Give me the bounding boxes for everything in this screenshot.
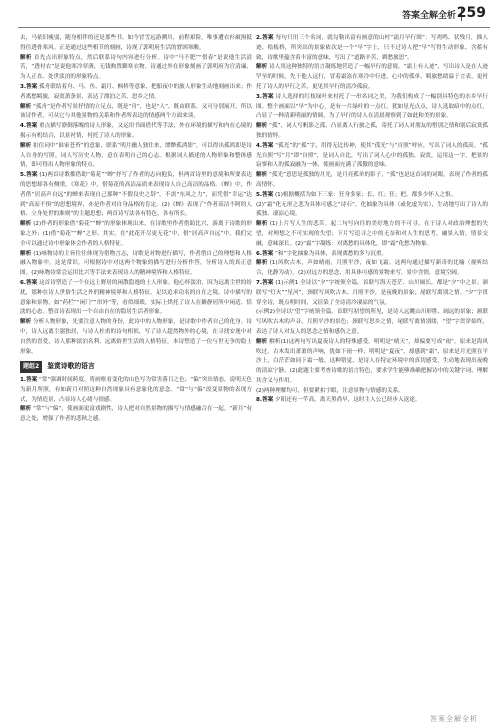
answer-paragraph <box>256 338 488 387</box>
answer-text: (1)根据概括为如下三家：狂身多家；长、红；狂；把、都多少怀人之恨。 <box>275 191 457 198</box>
answer-paragraph <box>20 405 252 425</box>
answer-text: “常”与“偏”，使画面更富戏剧性，诗人把对自然景物的描写与情感融合在一起。“新月”有意之处，增强了作者的悲秋之感。 <box>20 406 252 423</box>
answer-label: 解析 <box>20 406 32 413</box>
answer-label: 4.答案 <box>20 123 38 130</box>
answer-paragraph <box>256 308 488 337</box>
answer-text: (示例2)全诗以“望”字统领全篇。首联写初望的所见，是诗人远眺山川形胜、阔远的景象；颔联写风吹古木的声音、月照平沙的景色；颈联写思乡之情，尾联写离情别绪，“望”字贯穿始终，表达了诗人对友人的思念之情和感伤之意。 <box>256 309 488 335</box>
answer-text: 诗人选择的红枝绿叶来衬托了一串名词之美，为我们构成了一幅别具特色的水乡早行图。整个画面以“早”为中心，是有一片绿叶的一点红，犹如星光点点，诗人选取暗中的点红，凸显了一种清新明丽的情调，为了早行的诗人在清晨观察到了如此和美的景象。 <box>256 93 488 120</box>
left-column <box>20 34 252 722</box>
answer-label: 6.答案 <box>20 279 38 286</box>
answer-text: “孤”，词人写帆影之孤，凸显离人行旅之孤，寄托了词人对朋友的惜别之情和别后寂寞孤独的情怀。 <box>256 123 488 139</box>
answer-paragraph <box>20 142 252 171</box>
answer-text: “孤光”的“孤”字，用得无比传神，使其“孤光”与“自照”呼应，写出了词人的孤高。“孤光自照”写“月”即“自照”，是词人自比，写出了词人心中的孤独、寂寞。运用这一字，把景的寂寥和人的孤寂融为一体，使画面充满了孤傲的意味。 <box>256 142 488 169</box>
header-label: 答案全解全析 <box>401 11 456 21</box>
answer-paragraph <box>20 171 252 220</box>
answer-text: (1)示例1 全诗以“夕”字统领全篇。首联写海天苍茫、山川阔长，都是“夕”中之景；颔联写“灯火”“星河”，颈联写风吹古木、月照平沙，是夜晚的景象；尾联写离别之情。“夕”字贯穿全诗，既点明时间，又渲染了全诗清冷凄凉的气氛。 <box>256 279 488 306</box>
answer-text: 首先点出形象特点，然后联系诗句内容进行分析。诗中“马不肥”“借春”是说他生活清苦，“透衬衣”是说他寒冷穿薄，无钱购置御寒衣物。诗通过外在形象刻画了郭明府为官清廉、为人正直、处世淡泊的形象特点。 <box>20 54 252 81</box>
answer-label: 3.答案 <box>256 93 274 100</box>
answer-text: (2)两种理解均可，但要紧扣字眼，注意景物与情感的关系。 <box>256 387 404 394</box>
answer-paragraph <box>20 54 252 83</box>
section-tag: 题组2 <box>20 361 42 373</box>
answer-label: 8.答案 <box>256 397 274 404</box>
answer-paragraph <box>20 318 252 357</box>
answer-label: 5.答案 <box>20 172 38 179</box>
answer-paragraph <box>256 142 488 171</box>
answer-label: 解析 <box>20 142 32 149</box>
answer-paragraph <box>256 250 488 260</box>
answer-label: 解析 <box>256 123 268 130</box>
answer-paragraph <box>256 191 488 201</box>
answer-paragraph <box>20 103 252 123</box>
answer-label: 解析 <box>256 260 268 267</box>
answer-text: 解析(1)这两句写出夏夜诗人的特殊感受。明明是“晴天”，却偏要写成“雨”，原来是海风吹过，古木发出萧萧的声响，犹如下雨一样；明明是“夏夜”，却感到“霜”，原来是月光照在平沙上，白茫茫如同下霜一般。这种错觉，是诗人在特定环境中的真切感受，生动地表现出夜晚的清凉宁静。(2)此题主要考查诗歌的语言特色，要求学生能够准确把握诗中的关键字词，理解其含义与作用。 <box>256 338 488 384</box>
answer-label: 解析 <box>256 338 268 345</box>
answer-paragraph <box>256 93 488 122</box>
answer-text: “孤光”意思是孤独的月光，是月亮孤单的影子，“孤”也是这首词的词眼，表现了作者的孤高情怀。 <box>256 172 488 188</box>
answer-label: 解析 <box>256 221 268 228</box>
answer-paragraph <box>256 122 488 142</box>
answer-paragraph <box>256 34 488 63</box>
answer-text: 每句只用三个名词，就勾勒出富有画意的山村“霜月早行图”：写鸡鸣、状残月，描人迹、绘板桥，所突出的景象依次是一个“早”字上，只不过诗人把“早”写得生动形象、含蓄有致，诗歌里蕴含着丰富的意味，写出了“道路辛苦，羁愁旅思”。 <box>256 35 488 61</box>
answer-paragraph <box>256 396 488 406</box>
answer-paragraph <box>20 34 252 54</box>
answer-text: (1)上片写人生的悲苦。起二句写向往的美好地方的不可寻，在于诗人对政治理想的失望，对理想之不可实现的失望；下片写追寻之中的无奈和对人生的思考，融景入情，情景交融，意味深长。(2)“霜”字凝练：对离愁的具体化，即“霜”化愁为物象。 <box>256 221 488 247</box>
answer-text: 扣住词中“谁家苍苔”的意象，联系“明月幽人独往来，缥缈孤鸿影”，可以得出孤鸿即是诗人自身的写照。词人写历史人物，意在表明自己的心志。根据词人描述的人物形象和整体感情，即可得出人物形象的特点。 <box>20 142 252 169</box>
right-column <box>256 34 488 722</box>
answer-label: 解析 <box>20 221 32 228</box>
answer-paragraph <box>256 220 488 249</box>
answer-text: 诗人用这种独特的语言凝练地营造了一幅早行的意境，“霜上有人迹”，写出诗人是在人迹罕至的时候，先于他人远行，冒着霜冻在寒冷中行进，心中的孤单、羁旅愁绪溢于言表，更衬托了诗人的早行之苦，更见其早行的清冷孤寂。 <box>256 64 488 90</box>
answer-text: (1)风吹古木，声如晴雨，月照平沙，夜如飞霜。这两句通过描写新奇的比喻（视听结合，化静为动）。(2)对远方的思念，用具体可感的景物来写，景中含情，意境空阔。 <box>256 260 488 277</box>
answer-paragraph <box>256 171 488 191</box>
answer-paragraph <box>256 387 488 397</box>
answer-text: “和”字化抽象为具体，表现离愁的多与沉重。 <box>275 250 388 257</box>
answer-paragraph <box>256 279 488 308</box>
answer-text: 孤舟联结着舟、马、鱼、霜月、枫桥等意象，把船夜中的旅人形象生动地刻画出来；作者离愁羁旅，寂寞萧条景，表达了漂泊之苦、思乡之情。 <box>20 83 252 100</box>
answer-text: (1)咏物诗的主旨往往体现为借物言志，诗歌是对物进行描写，作者借自己的理想和人格融入物象中，这是常识。可根据诗中对这两个物象的描写进行分析作答，分析诗人的真正意图。(2)咏物诗常会运用比兴等手法来表现诗人的精神境界和人格特征。 <box>20 250 252 277</box>
header-rule <box>18 27 490 28</box>
answer-label: 解析 <box>256 64 268 71</box>
answer-text: 这首诗塑造了一个在远上野居的闲散隐逸的士人形象。他心怀淡泊，因为远离尘世的纷扰，那种在诗人世俗生活之外的精神境界和人格特征，足以追求功名的自在之境。诗中描写的意象和景物，如“药栏”“闲门”“帘外”等，看似细琐，实际上烘托了诗人在僻静居所中闲适、恬淡的心态。整首诗表现出一个自由自在的隐居生活者形象。 <box>20 279 252 316</box>
watermark-stamp: 答案全解全析 <box>430 715 478 723</box>
answer-paragraph <box>20 83 252 103</box>
section-title: 鉴赏诗歌的语言 <box>47 362 95 371</box>
answer-paragraph <box>256 63 488 92</box>
answer-label: 6.答案 <box>256 250 274 257</box>
answer-paragraph <box>20 220 252 249</box>
answer-text: (1)两首诗歌都借助“菊花”“蝉”抒写了作者的志向抱负，但两首诗里的意境和所要表达的思想却各有侧重。《寒花》中，借菊花的高洁品质来表现诗人自己高洁的品格。《蝉》中，作者借“居高声自远”的蝉来表现自己那种“不假良史之辞”，不需“东风之力”，而凭借“幸运”达到“高而不惧”的思想境界，亦是作者对自身品格的肯定。(2)《蝉》表现了“作者高洁不阿的人格、立身处世的准则”的主题思想；两首诗写法各有特色，各有所长。 <box>20 172 252 218</box>
answer-text: 去，马依旧瘦弱，随身相伴的还是那些书。如今冒雪远游溯川，前程艰险，唯事遭衣衫破损抵得住透骨寒风。正是通过这些相节的刻画，诗现了郭明府生活的窘困寒酸。 <box>20 35 252 51</box>
answer-text: (2)作者的形象借“菊花”“蝉”的形象体现出来，在诗歌里作者借助比兴，游离于诗歌的形象之外；(1)借“菊花”“蝉”之形、其实，在“此花开尽更无花”中，借“居高声自远”中，我们完全可以通过诗中形象体会作者的人格特征。 <box>20 221 252 247</box>
answer-label: 3.答案 <box>20 83 38 90</box>
answer-label: 1.答案 <box>20 377 38 384</box>
answer-paragraph <box>20 122 252 142</box>
answer-paragraph <box>20 250 252 279</box>
answer-label: 7.答案 <box>256 279 274 286</box>
answer-paragraph <box>20 376 252 405</box>
answer-text: 重点描写潦倒落魄的诗人形象，又运用书面借代等手法，外在环境的描写和内在心境的揭示有机结合，以景衬情，衬托了诗人的形象。 <box>20 123 252 139</box>
answer-paragraph <box>256 201 488 221</box>
answer-label: 4.答案 <box>256 142 274 149</box>
page-header <box>0 0 500 30</box>
answer-paragraph <box>256 259 488 279</box>
answer-label: 解析 <box>20 319 32 326</box>
answer-text: “孤舟”是作者写景抒情的立足点，既是“舟”，也是“人”，既由联系，又可分别展开。所以该诗作者，可从它与其他景物的关系和作者所表达的情感两个方面来谈。 <box>20 103 252 120</box>
answer-label: 2.答案 <box>256 35 274 41</box>
answer-label: 解析 <box>20 54 32 61</box>
answer-label: 解析 <box>20 103 32 110</box>
section-heading <box>20 361 252 373</box>
answer-label: 解析 <box>20 250 32 257</box>
answer-label: 解析 <box>256 172 268 179</box>
answer-text: (2)“霜”化无形之悲为具体可感之“诗石”，化抽象为具体（或化虚为实），生动地写出了诗人的孤独、凄凉心境。 <box>256 201 488 218</box>
page-number: 259 <box>456 5 486 21</box>
answer-text: 分析人物形象，先要注意人物的身份，此诗中的人物形象，是诗歌中作者自己的化身。诗中，诗人远离尘嚣独居，与诗人杜甫的诗句相似，写了诗人超然物外的心境，在寻找安逸中对自然的喜爱，诗人那种淡泊名利、远离俗世生活的人格特征。本诗塑造了一位与世无争的隐士形象。 <box>20 319 252 355</box>
answer-text: “常”强调时间跨度，将画框看变化的山色写为常害落日之色；“偏”突出情态，说明天色为新月所照，有如新月对照这种自然现象具有意象化的意念。“常”与“偏”改变景物的表现方式，为情造景，凸显诗人心绪与情感。 <box>20 377 252 403</box>
answer-paragraph <box>20 279 252 318</box>
answer-text: 夕阳还有一竿高，离天黑尚早，这时主人公已经步入返途。 <box>275 397 421 404</box>
answer-label: 5.答案 <box>256 191 274 198</box>
